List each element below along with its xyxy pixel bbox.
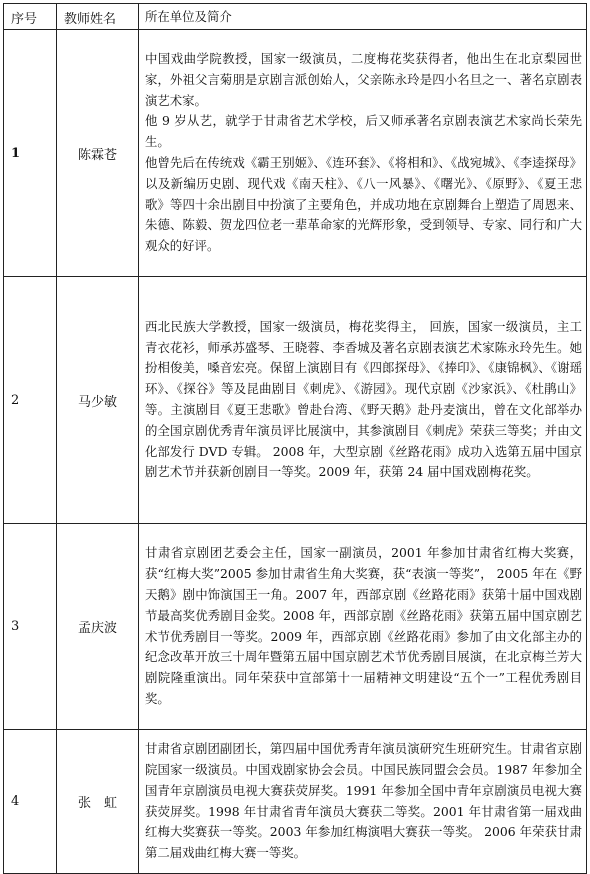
row-no: 1: [4, 30, 57, 277]
row-no: 4: [4, 730, 57, 874]
table-header-row: [4, 4, 587, 30]
table-row: [4, 524, 587, 730]
desc-paragraph: 甘肃省京剧团副团长，第四届中国优秀青年演员演研究生班研究生。甘肃省京剧院国家一级演员。中国戏剧家协会会员。中国民族同盟会会员。1987 年参加全国青年京剧演员电视大赛获荧屏奖。1991 年参加全国中青年京剧演员电视大赛获荧屏奖。1998 年甘肃省青年演员大赛获二等奖。2001 年甘肃省第一届戏曲红梅大奖赛获一等奖。2003 年参加红梅演唱大赛获一等奖。 2006 年荣获甘肃第二届戏曲红梅大赛一等奖。: [145, 741, 582, 861]
desc-paragraph: 西北民族大学教授，国家一级演员，梅花奖得主， 回族，国家一级演员，主工青衣花衫，师承苏盛琴、王晓蓉、李香城及著名京剧表演艺术家陈永玲先生。她扮相俊美，嗓音宏亮。保留上演剧目有《四郎探母》、《捧印》、《康锦枫》、《谢瑶环》、《探谷》等及昆曲剧目《刺虎》、《游园》。现代京剧《沙家浜》、《杜鹃山》等。主演剧目《夏王悲歌》曾赴台湾、《野天鹅》赴丹麦演出，曾在文化部举办的全国京剧优秀青年演员评比展演中，其参演剧目《刺虎》荣获三等奖；并由文化部发行 DVD 专辑。 2008 年，大型京剧《丝路花雨》成功入选第五届中国京剧艺术节并获新创剧目一等奖。2009 年，获第 24 届中国戏剧梅花奖。: [145, 318, 582, 480]
teacher-desc: [139, 30, 587, 277]
teacher-desc: [139, 277, 587, 524]
desc-paragraph: 他 9 岁从艺，就学于甘肃省艺术学校，后又师承著名京剧表演艺术家尚长荣先生。: [145, 113, 582, 150]
table-row: [4, 30, 587, 277]
desc-paragraph: 他曾先后在传统戏《霸王别姬》、《连环套》、《将相和》、《战宛城》、《李逵探母》以及新编历史剧、现代戏《南天柱》、《八一风暴》、《曙光》、《原野》、《夏王悲歌》等四十余出剧目中扮演了主要角色，并成功地在京剧舞台上塑造了周恩来、朱德、陈毅、贺龙四位老一辈革命家的光辉形象，受到领导、专家、同行和广大观众的好评。: [145, 155, 582, 254]
header-name: 教师姓名: [57, 4, 139, 30]
desc-paragraph: 甘肃省京剧团艺委会主任，国家一副演员，2001 年参加甘肃省红梅大奖赛，获“红梅大奖”2005 参加甘肃省生角大奖赛，获“表演一等奖”， 2005 年在《野天鹅》剧中饰演国王一角。2007 年，西部京剧《丝路花雨》获第十届中国戏剧节最高奖优秀剧目金奖。2008 年，西部京剧《丝路花雨》获第五届中国京剧艺术节优秀剧目一等奖。2009 年，西部京剧《丝路花雨》参加了由文化部主办的纪念改革开放三十周年暨第五届中国京剧艺术节优秀剧目展演，在北京梅兰芳大剧院隆重演出。同年荣获中宣部第十一届精神文明建设“五个一”工程优秀剧目奖。: [145, 545, 582, 706]
teacher-name: 孟庆波: [57, 524, 139, 730]
teacher-table: [3, 3, 587, 874]
header-no: 序号: [4, 4, 57, 30]
row-no: 2: [4, 277, 57, 524]
table-row: [4, 277, 587, 524]
row-no: 3: [4, 524, 57, 730]
table-row: [4, 730, 587, 874]
header-desc: 所在单位及简介: [139, 4, 587, 30]
teacher-name: 张 虹: [57, 730, 139, 874]
desc-paragraph: 中国戏曲学院教授，国家一级演员，二度梅花奖获得者，他出生在北京梨园世家，外祖父言菊朋是京剧言派创始人，父亲陈永玲是四小名旦之一、著名京剧表演艺术家。: [145, 51, 582, 108]
teacher-desc: [139, 524, 587, 730]
teacher-name: 陈霖苍: [57, 30, 139, 277]
teacher-desc: [139, 730, 587, 874]
teacher-name: 马少敏: [57, 277, 139, 524]
